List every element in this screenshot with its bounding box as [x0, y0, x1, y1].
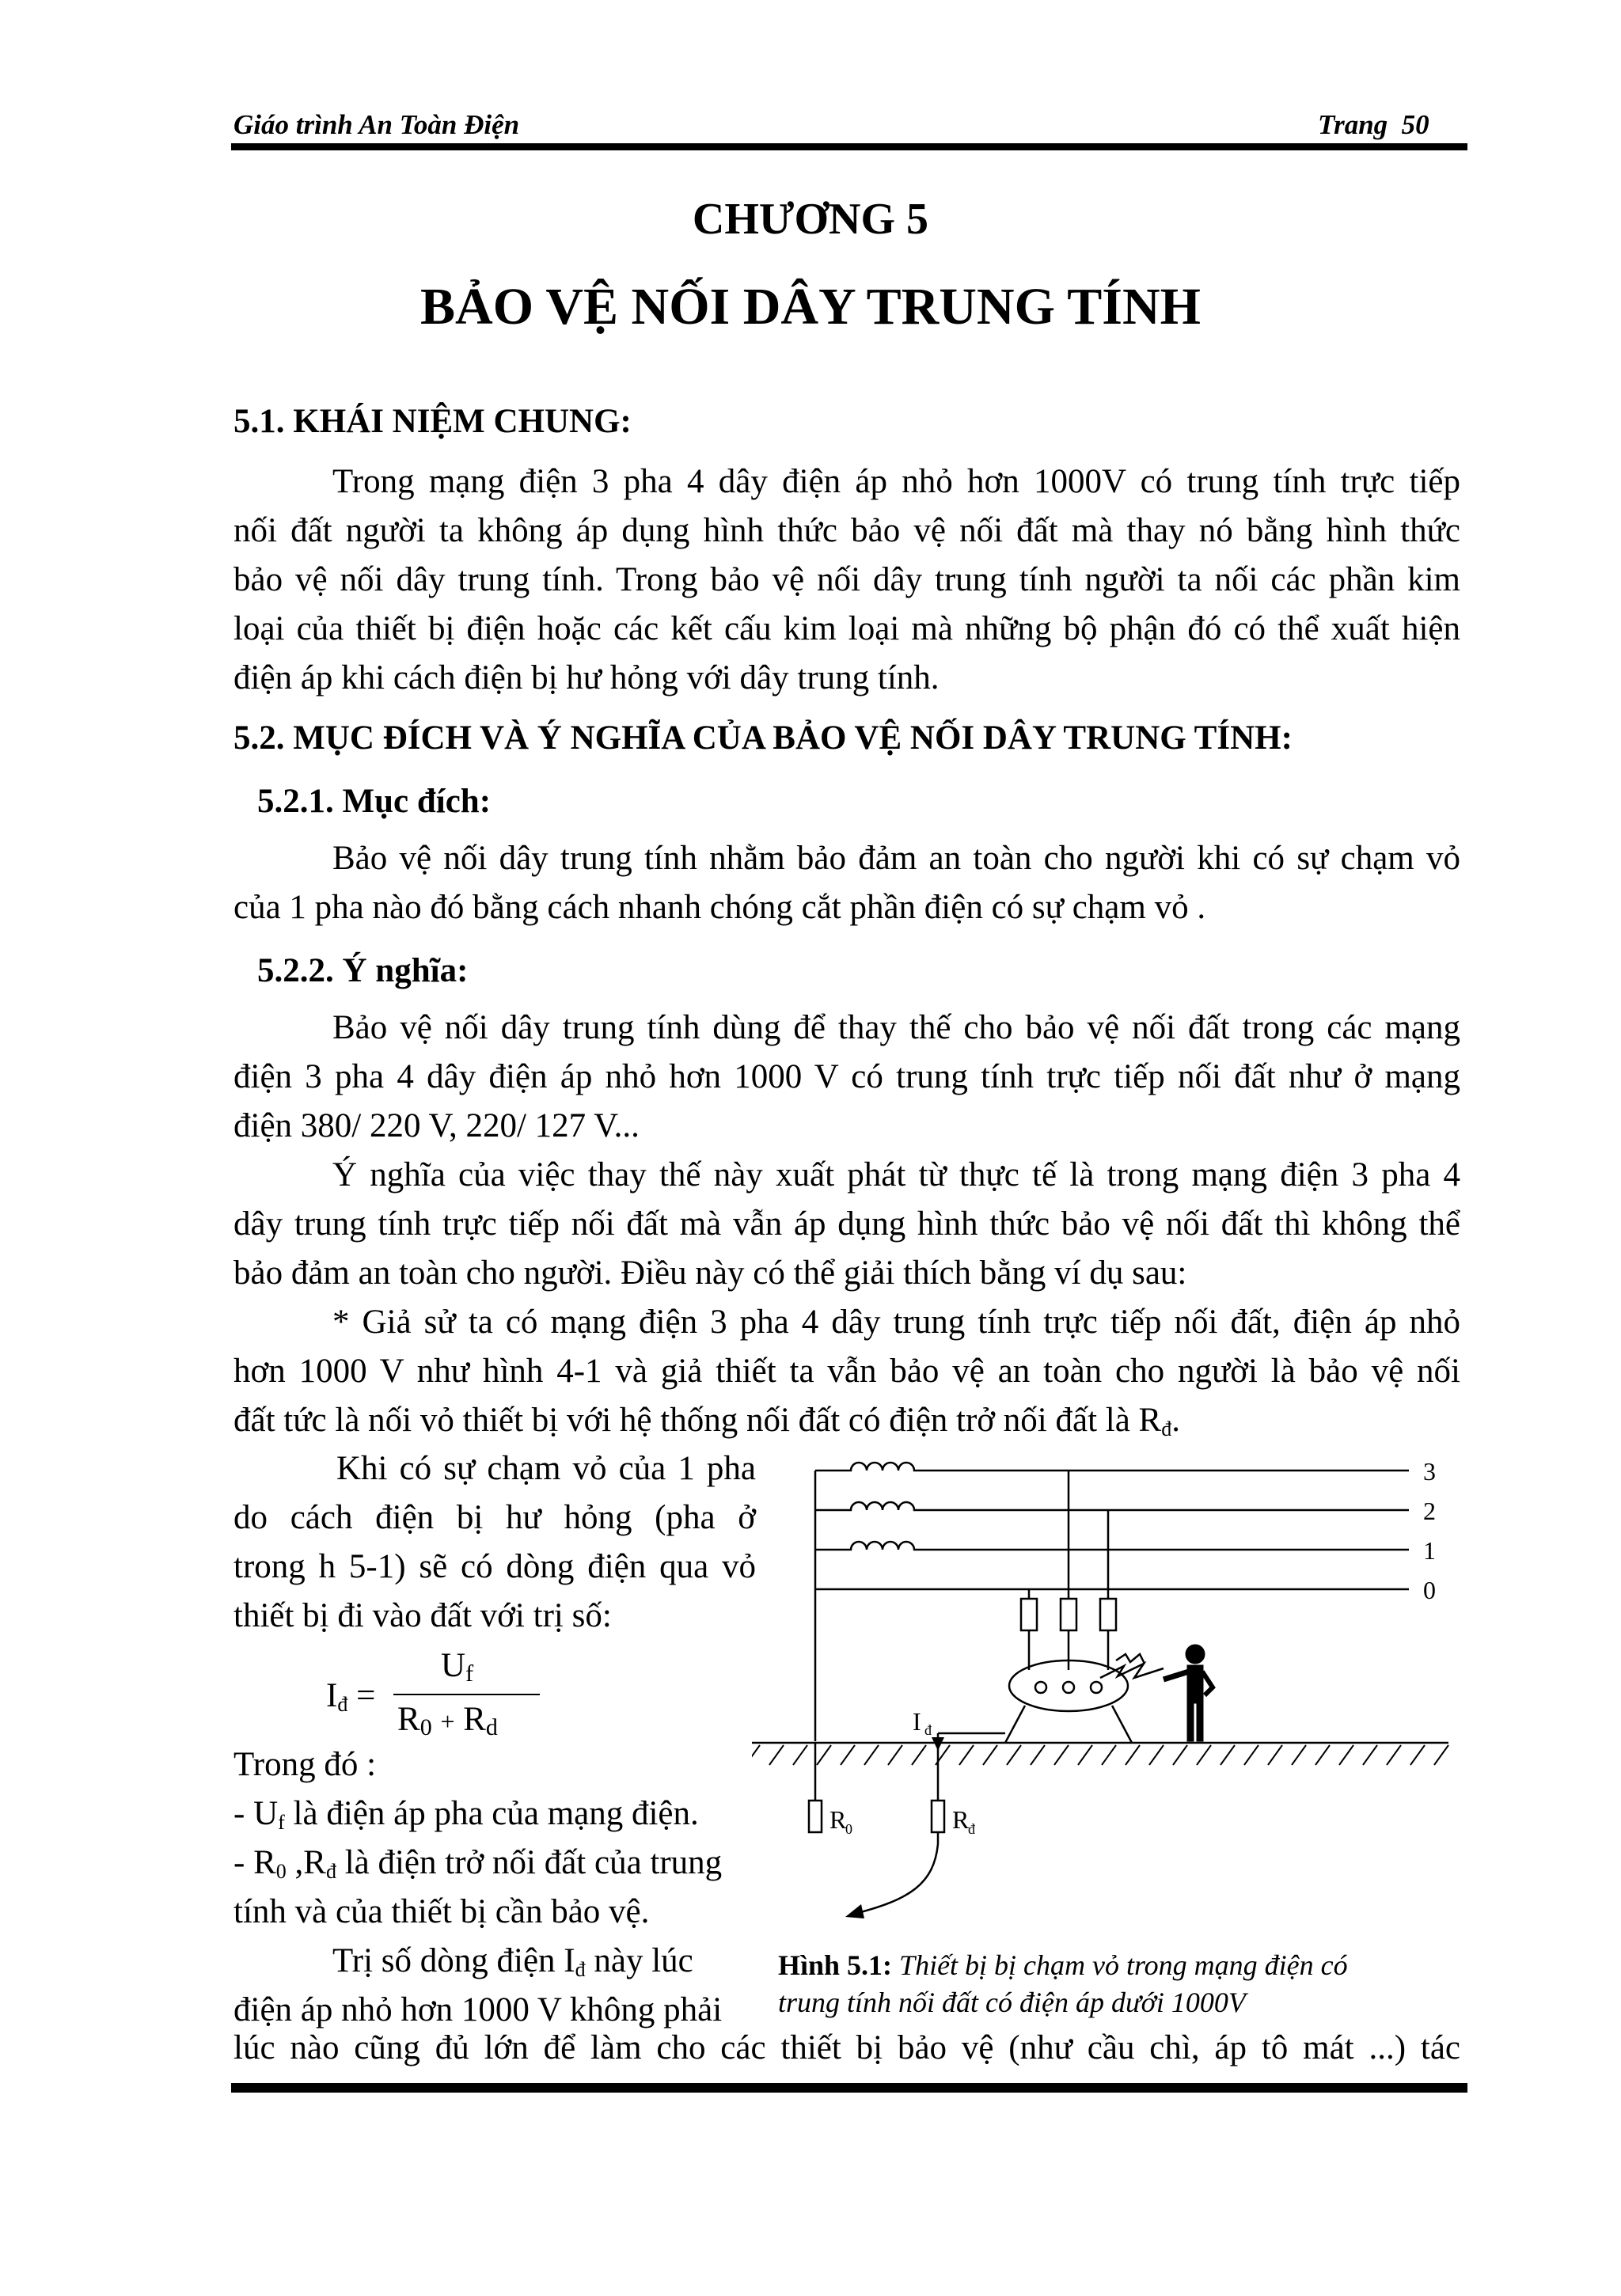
paragraph-line: dây trung tính trực tiếp nối đất mà vẫn áp dụng hình thức bảo vệ nối đất thì không thể — [233, 1205, 1460, 1243]
subsection-heading-5-2-2: 5.2.2. Ý nghĩa: — [257, 952, 469, 989]
hatch-mark — [1197, 1745, 1211, 1765]
section-heading-5-2: 5.2. MỤC ĐÍCH VÀ Ý NGHĨA CỦA BẢO VỆ NỐI DÂY TRUNG TÍNH: — [233, 719, 1293, 757]
paragraph-line: bảo vệ nối dây trung tính. Trong bảo vệ nối dây trung tính người ta nối các phần kim — [233, 561, 1460, 598]
line-label-0: 0 — [1423, 1576, 1436, 1604]
hatch-mark — [1410, 1745, 1425, 1765]
resistor-rd-icon — [932, 1801, 944, 1832]
formula-text: U — [441, 1647, 466, 1684]
paragraph-line: của 1 pha nào đó bằng cách nhanh chóng cắt phần điện có sự chạm vỏ . — [233, 889, 1206, 926]
paragraph-line: loại của thiết bị điện hoặc các kết cấu kim loại mà những bộ phận đó có thể xuất hiện — [233, 610, 1460, 647]
page-label: Trang — [1318, 109, 1388, 140]
current-arrowhead — [932, 1737, 944, 1751]
formula-lhs — [326, 1676, 375, 1715]
paragraph-text: là điện trở nối đất của trung — [336, 1844, 723, 1881]
subscript: f — [278, 1811, 285, 1834]
paragraph-line: trong h 5-1) sẽ có dòng điện qua vỏ — [233, 1548, 756, 1585]
coil-icon — [815, 1463, 938, 1471]
page-number — [1318, 109, 1429, 141]
header-rule — [231, 143, 1467, 150]
caption-text: Thiết bị bị chạm vỏ trong mạng điện có — [892, 1949, 1348, 1981]
hatch-mark — [841, 1745, 855, 1765]
hatch-mark — [1268, 1745, 1282, 1765]
caption-line: trung tính nối đất có điện áp dưới 1000V — [778, 1987, 1246, 2018]
formula-text: R — [397, 1701, 420, 1738]
hatch-mark — [1031, 1745, 1045, 1765]
subsection-5-2-1-body — [233, 834, 1460, 932]
formula-text: + — [440, 1707, 455, 1736]
hatch-mark — [793, 1745, 807, 1765]
paragraph-line: lúc nào cũng đủ lớn để làm cho các thiết bị bảo vệ (như cầu chì, áp tô mát ...) tác — [233, 2029, 1460, 2066]
caption-label: Hình 5.1: — [778, 1949, 893, 1981]
paragraph-line — [233, 1937, 764, 1986]
terminal-icon — [1091, 1682, 1102, 1693]
hatch-mark — [769, 1745, 784, 1765]
paragraph-line: * Giả sử ta có mạng điện 3 pha 4 dây trung tính trực tiếp nối đất, điện áp nhỏ — [332, 1304, 1460, 1341]
paragraph-text: đất tức là nối vỏ thiết bị với hệ thống nối đất có điện trở nối đất là R — [233, 1402, 1162, 1439]
subsection-5-2-2-body — [233, 1004, 1460, 1445]
current-path-arrowhead — [845, 1904, 864, 1918]
terminal-icon — [1063, 1682, 1074, 1693]
paragraph-line: do cách điện bị hư hỏng (pha ở — [233, 1499, 756, 1536]
hatch-mark — [1363, 1745, 1377, 1765]
paragraph-line — [233, 1839, 764, 1888]
subscript: đ — [325, 1860, 336, 1883]
paragraph-line: Trong đó : — [233, 1746, 377, 1783]
paragraph-line: điện 380/ 220 V, 220/ 127 V... — [233, 1107, 640, 1144]
hatch-mark — [1149, 1745, 1164, 1765]
spark-icon — [1100, 1664, 1164, 1678]
hatch-mark — [912, 1745, 926, 1765]
paragraph-line — [233, 1396, 1460, 1445]
last-paragraph-line — [233, 2024, 1460, 2073]
paragraph-line: hơn 1000 V như hình 4-1 và giả thiết ta vẫn bảo vệ an toàn cho người là bảo vệ nối — [233, 1353, 1460, 1390]
chapter-title: BẢO VỆ NỐI DÂY TRUNG TÍNH — [420, 278, 1201, 336]
spark-icon — [1116, 1654, 1145, 1664]
fraction-bar — [393, 1694, 540, 1695]
current-label: I — [913, 1707, 921, 1736]
hatch-mark — [888, 1745, 902, 1765]
r0-label: R — [829, 1805, 847, 1834]
paragraph-line: nối đất người ta không áp dụng hình thức bảo vệ nối đất mà thay nó bằng hình thức — [233, 512, 1460, 549]
fuse-icon — [1100, 1599, 1116, 1630]
resistor-r0-icon — [809, 1801, 822, 1832]
terminal-icon — [1035, 1682, 1046, 1693]
subsection-heading-5-2-1: 5.2.1. Mục đích: — [257, 783, 492, 820]
paragraph-line: thiết bị đi vào đất với trị số: — [233, 1597, 612, 1634]
hatch-mark — [1007, 1745, 1021, 1765]
paragraph-line: điện áp nhỏ hơn 1000 V không phải — [233, 1991, 723, 2028]
line-label-1: 1 — [1423, 1536, 1436, 1565]
paragraph-text: này lúc — [585, 1942, 693, 1979]
formula-text: = — [356, 1677, 376, 1714]
chapter-number: CHƯƠNG 5 — [692, 195, 929, 244]
hatch-mark — [752, 1745, 760, 1765]
formula-text: I — [326, 1677, 338, 1714]
hatch-mark — [1054, 1745, 1069, 1765]
hatch-mark — [1078, 1745, 1092, 1765]
line-label-3: 3 — [1423, 1457, 1436, 1486]
coil-icon — [815, 1502, 938, 1510]
r0-label-sub: 0 — [845, 1821, 852, 1837]
hatch-mark — [1102, 1745, 1116, 1765]
paragraph-line: Bảo vệ nối dây trung tính nhằm bảo đảm an toàn cho người khi có sự chạm vỏ — [332, 840, 1460, 877]
subscript: đ — [1161, 1417, 1172, 1440]
paragraph-text: Trị số dòng điện I — [332, 1942, 575, 1979]
hatch-mark — [817, 1745, 831, 1765]
subscript: d — [485, 1714, 498, 1740]
line-label-2: 2 — [1423, 1497, 1436, 1525]
formula — [326, 1646, 540, 1749]
section-5-1-body — [233, 457, 1460, 703]
hatch-mark — [1339, 1745, 1353, 1765]
footer-rule — [231, 2083, 1467, 2093]
rd-label-sub: đ — [968, 1821, 975, 1837]
paragraph-line: Ý nghĩa của việc thay thế này xuất phát từ thực tế là trong mạng điện 3 pha 4 — [332, 1156, 1460, 1194]
subscript: đ — [337, 1693, 348, 1716]
paragraph-line: Khi có sự chạm vỏ của 1 pha — [336, 1450, 756, 1487]
formula-text: R — [463, 1701, 486, 1738]
hatch-mark — [1220, 1745, 1235, 1765]
paragraph-line: tính và của thiết bị cần bảo vệ. — [233, 1893, 650, 1930]
hatch-mark — [1434, 1745, 1448, 1765]
current-path-arrow — [855, 1844, 938, 1914]
coil-icon — [815, 1542, 938, 1550]
left-column-lower — [233, 1740, 764, 2035]
hatch-mark — [1315, 1745, 1330, 1765]
subscript: 0 — [419, 1714, 432, 1740]
hatch-mark — [1292, 1745, 1306, 1765]
paragraph-text: ,R — [286, 1844, 326, 1881]
paragraph-line: điện 3 pha 4 dây điện áp nhỏ hơn 1000 V có trung tính trực tiếp nối đất như ở mạng — [233, 1058, 1460, 1095]
paragraph-line: Trong mạng điện 3 pha 4 dây điện áp nhỏ hơn 1000V có trung tính trực tiếp — [332, 463, 1460, 500]
section-heading-5-1: 5.1. KHÁI NIỆM CHUNG: — [233, 403, 632, 440]
fuse-icon — [1061, 1599, 1076, 1630]
figure-5-1-diagram — [752, 1440, 1472, 1931]
paragraph-line: bảo đảm an toàn cho người. Điều này có thể giải thích bằng ví dụ sau: — [233, 1254, 1187, 1292]
hatch-mark — [1244, 1745, 1258, 1765]
formula-numerator — [441, 1646, 473, 1685]
paragraph-line: Bảo vệ nối dây trung tính dùng để thay thế cho bảo vệ nối đất trong các mạng — [332, 1009, 1460, 1046]
book-title: Giáo trình An Toàn Điện — [233, 109, 520, 140]
subscript: 0 — [275, 1860, 287, 1883]
current-label-sub: đ — [924, 1722, 932, 1738]
motor-leg — [1005, 1706, 1025, 1743]
fuse-icon — [1021, 1599, 1037, 1630]
page-number-value: 50 — [1401, 109, 1429, 140]
caption-line — [778, 1947, 1475, 1984]
hatch-mark — [983, 1745, 997, 1765]
subscript: đ — [575, 1958, 586, 1981]
paragraph-text: - U — [233, 1795, 279, 1832]
motor-leg — [1112, 1706, 1132, 1743]
figure-caption — [778, 1947, 1475, 2021]
paragraph-text: là điện áp pha của mạng điện. — [284, 1795, 699, 1832]
paragraph-line — [233, 1789, 764, 1839]
person-icon — [1164, 1645, 1213, 1741]
paragraph-line: điện áp khi cách điện bị hư hỏng với dây trung tính. — [233, 659, 940, 696]
paragraph-text: - R — [233, 1844, 276, 1881]
hatch-mark — [864, 1745, 879, 1765]
left-column — [233, 1444, 756, 1641]
paragraph-text: . — [1171, 1402, 1180, 1439]
hatch-mark — [1126, 1745, 1140, 1765]
subscript: f — [465, 1660, 474, 1687]
hatch-mark — [1173, 1745, 1187, 1765]
rd-label: R — [952, 1805, 970, 1834]
hatch-mark — [959, 1745, 974, 1765]
formula-denominator — [397, 1700, 498, 1739]
hatch-mark — [1387, 1745, 1401, 1765]
